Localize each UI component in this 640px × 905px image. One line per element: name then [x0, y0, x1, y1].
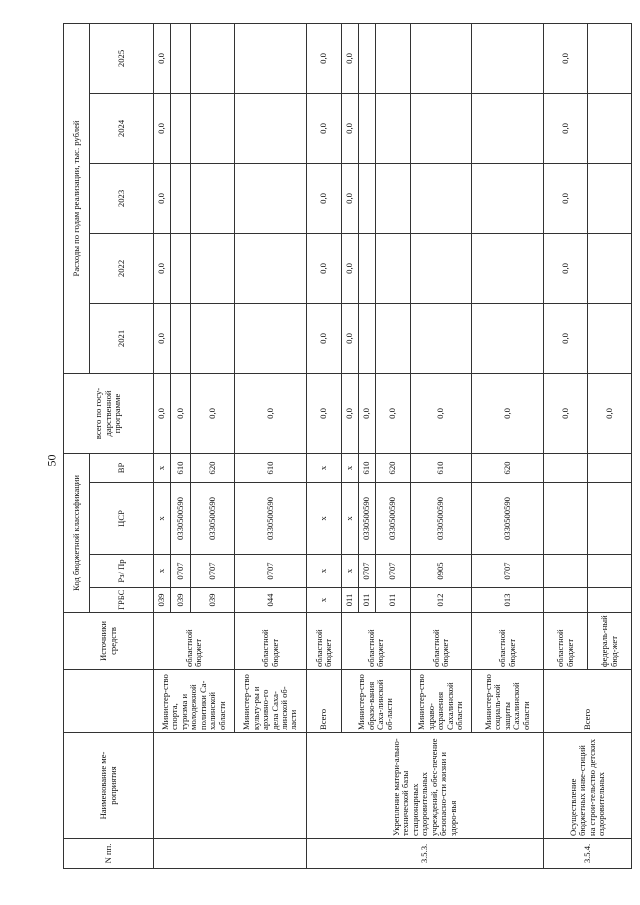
year-cell [411, 163, 472, 233]
responsible-cell: Министер-ство культу-ры и архивно-го дела Саха-линской об-ласти [235, 670, 307, 733]
source-cell: областной бюджет [342, 613, 411, 670]
year-cell: 0,0 [307, 233, 342, 303]
year-cell: 0,0 [544, 233, 588, 303]
year-cell [472, 23, 544, 93]
year-cell: 0,0 [307, 303, 342, 373]
header-num: N пп. [64, 839, 154, 869]
csr-cell: 0330500590 [235, 483, 307, 555]
year-cell [359, 303, 376, 373]
csr-cell: 0330500590 [376, 483, 411, 555]
header-blank [64, 670, 154, 733]
header-csr: ЦСР [90, 483, 154, 555]
source-cell: областной бюджет [544, 613, 588, 670]
year-cell [171, 233, 191, 303]
year-cell [588, 93, 632, 163]
year-cell: 0,0 [154, 93, 171, 163]
vr-cell: х [342, 453, 359, 482]
year-cell [171, 23, 191, 93]
total-cell: 0,0 [376, 373, 411, 453]
header-row-1 [64, 23, 90, 868]
vr-cell [588, 453, 632, 482]
vr-cell: х [154, 453, 171, 482]
year-cell: 0,0 [544, 303, 588, 373]
total-cell: 0,0 [472, 373, 544, 453]
rzpr-cell: х [342, 555, 359, 588]
responsible-cell: Министер-ство спорта, туризма и молодежной политики Са-халинской области [154, 670, 235, 733]
year-cell: 0,0 [307, 23, 342, 93]
year-cell [376, 23, 411, 93]
year-cell [376, 303, 411, 373]
header-year: 2023 [90, 163, 154, 233]
year-cell: 0,0 [307, 93, 342, 163]
grbs-cell: 011 [342, 588, 359, 613]
csr-cell: 0330500590 [359, 483, 376, 555]
name-cell: Укрепление матери-ально- технической базы стационарных оздоровительных учреждений, обес-печение безопасно-сти жизни и здоро-вья [307, 733, 544, 839]
grbs-cell: 039 [154, 588, 171, 613]
rzpr-cell: х [307, 555, 342, 588]
year-cell [411, 23, 472, 93]
year-cell [359, 163, 376, 233]
vr-cell: х [307, 453, 342, 482]
total-cell: 0,0 [588, 373, 632, 453]
year-cell: 0,0 [544, 23, 588, 93]
total-cell: 0,0 [171, 373, 191, 453]
grbs-cell [544, 588, 588, 613]
csr-cell: х [307, 483, 342, 555]
vr-cell [544, 453, 588, 482]
responsible-cell: Министер-ство образо-вания Саха-линской об-ласти [342, 670, 411, 733]
year-cell [235, 233, 307, 303]
header-vr: ВР [90, 453, 154, 482]
rzpr-cell: 0707 [359, 555, 376, 588]
header-name: Наименование ме-роприятия [64, 733, 154, 839]
year-cell [235, 163, 307, 233]
year-cell [171, 303, 191, 373]
csr-cell: 0330500590 [171, 483, 191, 555]
year-cell: 0,0 [154, 303, 171, 373]
year-cell: 0,0 [342, 233, 359, 303]
csr-cell: х [342, 483, 359, 555]
rotated-table-wrapper [63, 24, 619, 869]
num-cell: 3.5.4. [544, 839, 632, 869]
total-cell: 0,0 [411, 373, 472, 453]
year-cell [171, 93, 191, 163]
num-cell [154, 839, 307, 869]
total-cell: 0,0 [235, 373, 307, 453]
csr-cell: х [154, 483, 171, 555]
vr-cell: 610 [359, 453, 376, 482]
rzpr-cell [544, 555, 588, 588]
name-cell: Осуществление бюджетных инве-стиций на строи-тельство детских оздоровительных [544, 733, 632, 839]
header-grbs: ГРБС [90, 588, 154, 613]
budget-table [63, 23, 632, 869]
rzpr-cell: 0707 [191, 555, 235, 588]
year-cell [191, 23, 235, 93]
vr-cell: 620 [472, 453, 544, 482]
header-total-program: всего по госу-дарственной программе [64, 373, 154, 453]
rzpr-cell: 0707 [235, 555, 307, 588]
responsible-cell: Всего [544, 670, 632, 733]
year-cell [359, 233, 376, 303]
csr-cell: 0330500590 [472, 483, 544, 555]
year-cell [191, 93, 235, 163]
vr-cell: 610 [411, 453, 472, 482]
responsible-cell: Министер-ство социаль-ной защиты Сахалинской области [472, 670, 544, 733]
year-cell [472, 233, 544, 303]
rzpr-cell [588, 555, 632, 588]
table-row [307, 23, 342, 868]
header-year: 2021 [90, 303, 154, 373]
year-cell [191, 303, 235, 373]
year-cell: 0,0 [342, 163, 359, 233]
year-cell: 0,0 [342, 303, 359, 373]
vr-cell: 610 [171, 453, 191, 482]
grbs-cell: 011 [376, 588, 411, 613]
year-cell [376, 163, 411, 233]
page-number: 50 [44, 454, 59, 467]
rzpr-cell: 0905 [411, 555, 472, 588]
rzpr-cell: 0707 [171, 555, 191, 588]
year-cell [235, 303, 307, 373]
year-cell: 0,0 [307, 163, 342, 233]
responsible-cell: Всего [307, 670, 342, 733]
header-sources: Источники средств [64, 613, 154, 670]
year-cell [191, 233, 235, 303]
year-cell [588, 163, 632, 233]
year-cell [588, 233, 632, 303]
total-cell: 0,0 [307, 373, 342, 453]
vr-cell: 620 [191, 453, 235, 482]
rzpr-cell: х [154, 555, 171, 588]
total-cell: 0,0 [191, 373, 235, 453]
year-cell [411, 233, 472, 303]
year-cell: 0,0 [544, 163, 588, 233]
total-cell: 0,0 [342, 373, 359, 453]
vr-cell: 610 [235, 453, 307, 482]
year-cell [472, 163, 544, 233]
table-row [154, 23, 171, 868]
year-cell: 0,0 [154, 23, 171, 93]
year-cell: 0,0 [154, 233, 171, 303]
rzpr-cell: 0707 [376, 555, 411, 588]
grbs-cell: 044 [235, 588, 307, 613]
grbs-cell: 011 [359, 588, 376, 613]
csr-cell: 0330500590 [191, 483, 235, 555]
source-cell: областной бюджет [235, 613, 307, 670]
csr-cell [544, 483, 588, 555]
csr-cell [588, 483, 632, 555]
grbs-cell: х [307, 588, 342, 613]
year-cell [411, 303, 472, 373]
year-cell [411, 93, 472, 163]
source-cell: областной бюджет [472, 613, 544, 670]
grbs-cell: 039 [191, 588, 235, 613]
source-cell: областной бюджет [307, 613, 342, 670]
year-cell: 0,0 [342, 93, 359, 163]
source-cell: областной бюджет [411, 613, 472, 670]
num-cell: 3.5.3. [307, 839, 544, 869]
total-cell: 0,0 [544, 373, 588, 453]
year-cell: 0,0 [342, 23, 359, 93]
header-kbk: Код бюджетной классификации [64, 453, 90, 612]
year-cell [588, 23, 632, 93]
total-cell: 0,0 [359, 373, 376, 453]
table-row [544, 23, 588, 868]
source-cell: областной бюджет [154, 613, 235, 670]
year-cell [376, 233, 411, 303]
year-cell [376, 93, 411, 163]
grbs-cell: 012 [411, 588, 472, 613]
grbs-cell [588, 588, 632, 613]
header-rzpr: Рз/ Пр [90, 555, 154, 588]
rzpr-cell: 0707 [472, 555, 544, 588]
grbs-cell: 039 [171, 588, 191, 613]
csr-cell: 0330500590 [411, 483, 472, 555]
year-cell [235, 93, 307, 163]
header-year: 2025 [90, 23, 154, 93]
header-year: 2022 [90, 233, 154, 303]
responsible-cell: Министер-ство здраво-охранения Сахалинской области [411, 670, 472, 733]
header-expenses: Расходы по годам реализации, тыс. рублей [64, 23, 90, 373]
year-cell [359, 23, 376, 93]
name-cell [154, 733, 307, 839]
grbs-cell: 013 [472, 588, 544, 613]
header-year: 2024 [90, 93, 154, 163]
year-cell [235, 23, 307, 93]
year-cell [171, 163, 191, 233]
year-cell [472, 303, 544, 373]
year-cell [588, 303, 632, 373]
year-cell [472, 93, 544, 163]
year-cell: 0,0 [544, 93, 588, 163]
year-cell [359, 93, 376, 163]
total-cell: 0,0 [154, 373, 171, 453]
year-cell: 0,0 [154, 163, 171, 233]
year-cell [191, 163, 235, 233]
vr-cell: 620 [376, 453, 411, 482]
source-cell: федераль-ный бюд-жет [588, 613, 632, 670]
